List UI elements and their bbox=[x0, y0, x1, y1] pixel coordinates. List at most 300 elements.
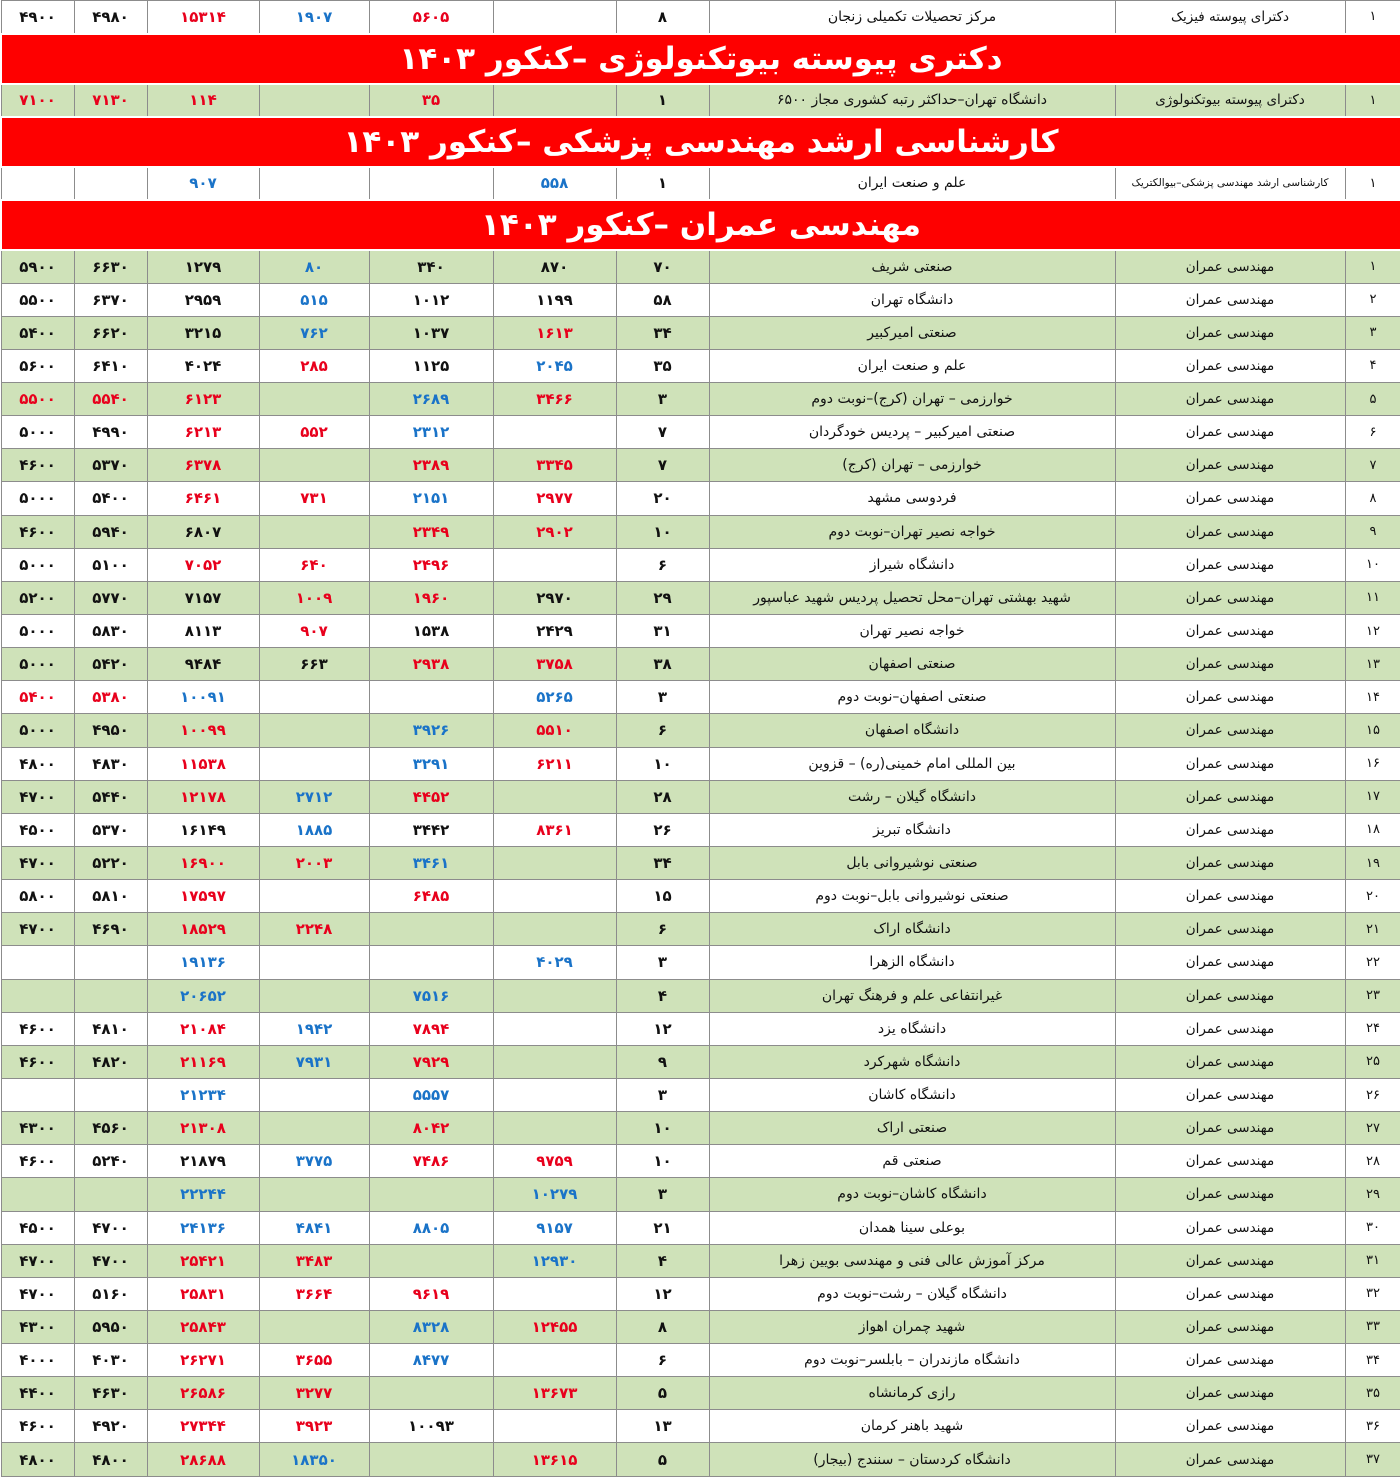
rank-value-3: ۷۶۲ bbox=[259, 316, 369, 349]
rank-value-6: ۴۶۰۰ bbox=[1, 1045, 74, 1078]
major-name: مهندسی عمران bbox=[1115, 1443, 1345, 1476]
university-name: دانشگاه تبریز bbox=[709, 813, 1115, 846]
table-row bbox=[1, 1145, 1400, 1178]
university-name: خوارزمی – تهران (کرج)–نوبت دوم bbox=[709, 382, 1115, 415]
rank-value-1: ۸۷۰ bbox=[493, 250, 616, 283]
rank-value-1 bbox=[493, 880, 616, 913]
rank-value-6: ۴۷۰۰ bbox=[1, 846, 74, 879]
major-name: مهندسی عمران bbox=[1115, 283, 1345, 316]
rank-value-2: ۸۰۴۲ bbox=[369, 1112, 493, 1145]
rank-value-1 bbox=[493, 1078, 616, 1111]
major-name: مهندسی عمران bbox=[1115, 714, 1345, 747]
capacity-value: ۵ bbox=[616, 1443, 709, 1476]
rank-value-1 bbox=[493, 548, 616, 581]
rank-value-5: ۵۳۷۰ bbox=[74, 813, 147, 846]
rank-value-3 bbox=[259, 979, 369, 1012]
rank-value-6: ۴۷۰۰ bbox=[1, 913, 74, 946]
major-name: مهندسی عمران bbox=[1115, 1211, 1345, 1244]
university-name: دانشگاه یزد bbox=[709, 1012, 1115, 1045]
rank-value-5: ۴۸۰۰ bbox=[74, 1443, 147, 1476]
rank-value-4: ۷۱۵۷ bbox=[147, 581, 259, 614]
table-row bbox=[1, 382, 1400, 415]
major-name: دکترای پیوسته بیوتکنولوژی bbox=[1115, 84, 1345, 117]
table-row bbox=[1, 416, 1400, 449]
rank-value-5: ۵۴۲۰ bbox=[74, 648, 147, 681]
rank-value-5: ۶۳۷۰ bbox=[74, 283, 147, 316]
row-index: ۱۱ bbox=[1345, 581, 1400, 614]
rank-value-4: ۸۱۱۳ bbox=[147, 614, 259, 647]
rank-value-3 bbox=[259, 1178, 369, 1211]
university-name: شهید باهنر کرمان bbox=[709, 1410, 1115, 1443]
university-name: مرکز تحصیلات تکمیلی زنجان bbox=[709, 1, 1115, 34]
rank-value-4: ۱۵۳۱۴ bbox=[147, 1, 259, 34]
rank-value-4: ۱۱۵۳۸ bbox=[147, 747, 259, 780]
rank-value-3 bbox=[259, 515, 369, 548]
university-name: شهید بهشتی تهران–محل تحصیل پردیس شهید عباسپور bbox=[709, 581, 1115, 614]
rank-value-3 bbox=[259, 1078, 369, 1111]
row-index: ۲۷ bbox=[1345, 1112, 1400, 1145]
table-row bbox=[1, 548, 1400, 581]
capacity-value: ۷ bbox=[616, 449, 709, 482]
rank-value-3: ۱۹۴۲ bbox=[259, 1012, 369, 1045]
capacity-value: ۲۶ bbox=[616, 813, 709, 846]
rank-value-2: ۱۹۶۰ bbox=[369, 581, 493, 614]
university-name: صنعتی نوشیروانی بابل bbox=[709, 846, 1115, 879]
table-row bbox=[1, 1310, 1400, 1343]
rank-value-5 bbox=[74, 167, 147, 200]
rank-value-1: ۲۹۷۰ bbox=[493, 581, 616, 614]
rank-value-3: ۲۷۱۲ bbox=[259, 780, 369, 813]
table-row bbox=[1, 316, 1400, 349]
rank-value-4: ۱۶۹۰۰ bbox=[147, 846, 259, 879]
major-name: مهندسی عمران bbox=[1115, 913, 1345, 946]
capacity-value: ۳ bbox=[616, 1178, 709, 1211]
rank-value-2: ۸۸۰۵ bbox=[369, 1211, 493, 1244]
rank-value-4: ۱۰۰۹۹ bbox=[147, 714, 259, 747]
university-name: دانشگاه شیراز bbox=[709, 548, 1115, 581]
rank-value-2: ۸۳۲۸ bbox=[369, 1310, 493, 1343]
rank-value-6 bbox=[1, 167, 74, 200]
rank-value-1: ۶۲۱۱ bbox=[493, 747, 616, 780]
university-name: صنعتی اصفهان bbox=[709, 648, 1115, 681]
rank-value-1: ۲۹۰۲ bbox=[493, 515, 616, 548]
rank-value-2: ۵۶۰۵ bbox=[369, 1, 493, 34]
rank-value-1: ۹۷۵۹ bbox=[493, 1145, 616, 1178]
rank-value-1 bbox=[493, 1, 616, 34]
rank-value-6: ۴۷۰۰ bbox=[1, 1244, 74, 1277]
rank-value-2: ۱۱۲۵ bbox=[369, 349, 493, 382]
table-row bbox=[1, 1277, 1400, 1310]
table-row bbox=[1, 714, 1400, 747]
rank-value-2: ۳۵ bbox=[369, 84, 493, 117]
rank-value-3: ۱۸۸۵ bbox=[259, 813, 369, 846]
major-name: مهندسی عمران bbox=[1115, 349, 1345, 382]
rank-value-2 bbox=[369, 1443, 493, 1476]
table-row bbox=[1, 581, 1400, 614]
rank-value-1: ۱۶۱۳ bbox=[493, 316, 616, 349]
table-row bbox=[1, 250, 1400, 283]
rank-value-5: ۵۳۷۰ bbox=[74, 449, 147, 482]
table-row bbox=[1, 1078, 1400, 1111]
capacity-value: ۳۴ bbox=[616, 316, 709, 349]
rank-value-4: ۱۲۷۹ bbox=[147, 250, 259, 283]
rank-value-3: ۱۸۳۵۰ bbox=[259, 1443, 369, 1476]
rank-value-5: ۴۶۳۰ bbox=[74, 1377, 147, 1410]
row-index: ۲۵ bbox=[1345, 1045, 1400, 1078]
rank-value-5: ۵۸۳۰ bbox=[74, 614, 147, 647]
rank-value-1 bbox=[493, 913, 616, 946]
rank-value-6: ۵۶۰۰ bbox=[1, 349, 74, 382]
rank-value-4: ۲۵۸۴۳ bbox=[147, 1310, 259, 1343]
table-row bbox=[1, 780, 1400, 813]
rank-value-1: ۴۰۲۹ bbox=[493, 946, 616, 979]
university-name: دانشگاه گیلان – رشت bbox=[709, 780, 1115, 813]
table-row bbox=[1, 167, 1400, 200]
row-index: ۳۲ bbox=[1345, 1277, 1400, 1310]
rank-value-2 bbox=[369, 681, 493, 714]
university-name: دانشگاه اراک bbox=[709, 913, 1115, 946]
rank-value-2: ۹۶۱۹ bbox=[369, 1277, 493, 1310]
table-row bbox=[1, 913, 1400, 946]
capacity-value: ۵۸ bbox=[616, 283, 709, 316]
section-title: مهندسی عمران –کنکور ۱۴۰۳ bbox=[1, 200, 1400, 250]
capacity-value: ۳۸ bbox=[616, 648, 709, 681]
rank-value-6: ۵۲۰۰ bbox=[1, 581, 74, 614]
university-name: دانشگاه اصفهان bbox=[709, 714, 1115, 747]
capacity-value: ۲۰ bbox=[616, 482, 709, 515]
capacity-value: ۱۲ bbox=[616, 1277, 709, 1310]
row-index: ۶ bbox=[1345, 416, 1400, 449]
university-name: شهید چمران اهواز bbox=[709, 1310, 1115, 1343]
table-row bbox=[1, 1211, 1400, 1244]
major-name: مهندسی عمران bbox=[1115, 1178, 1345, 1211]
rank-value-1 bbox=[493, 846, 616, 879]
rank-value-6: ۴۶۰۰ bbox=[1, 1145, 74, 1178]
table-row bbox=[1, 681, 1400, 714]
row-index: ۱ bbox=[1345, 84, 1400, 117]
rank-value-5 bbox=[74, 1178, 147, 1211]
capacity-value: ۱۲ bbox=[616, 1012, 709, 1045]
capacity-value: ۳ bbox=[616, 1078, 709, 1111]
rank-value-1 bbox=[493, 979, 616, 1012]
rank-value-2: ۷۵۱۶ bbox=[369, 979, 493, 1012]
rank-value-6: ۴۴۰۰ bbox=[1, 1377, 74, 1410]
rank-value-2 bbox=[369, 1178, 493, 1211]
row-index: ۱۶ bbox=[1345, 747, 1400, 780]
major-name: دکترای پیوسته فیزیک bbox=[1115, 1, 1345, 34]
rank-value-3: ۶۶۳ bbox=[259, 648, 369, 681]
rank-value-6: ۴۷۰۰ bbox=[1, 1277, 74, 1310]
rank-value-1: ۸۳۶۱ bbox=[493, 813, 616, 846]
rank-value-4: ۷۰۵۲ bbox=[147, 548, 259, 581]
rank-value-2: ۳۲۹۱ bbox=[369, 747, 493, 780]
row-index: ۷ bbox=[1345, 449, 1400, 482]
rank-value-5: ۴۸۱۰ bbox=[74, 1012, 147, 1045]
rank-value-5: ۵۴۰۰ bbox=[74, 482, 147, 515]
rank-value-5: ۵۴۴۰ bbox=[74, 780, 147, 813]
rank-value-2: ۷۸۹۴ bbox=[369, 1012, 493, 1045]
rank-value-6 bbox=[1, 946, 74, 979]
rank-value-2: ۷۴۸۶ bbox=[369, 1145, 493, 1178]
capacity-value: ۳ bbox=[616, 681, 709, 714]
row-index: ۱۹ bbox=[1345, 846, 1400, 879]
rank-value-6: ۴۶۰۰ bbox=[1, 1410, 74, 1443]
university-name: دانشگاه الزهرا bbox=[709, 946, 1115, 979]
rank-value-2: ۲۳۱۲ bbox=[369, 416, 493, 449]
rank-value-2: ۳۴۰ bbox=[369, 250, 493, 283]
major-name: مهندسی عمران bbox=[1115, 780, 1345, 813]
university-name: خواجه نصیر تهران bbox=[709, 614, 1115, 647]
row-index: ۹ bbox=[1345, 515, 1400, 548]
rank-value-6: ۴۵۰۰ bbox=[1, 1211, 74, 1244]
rank-value-5: ۵۵۴۰ bbox=[74, 382, 147, 415]
major-name: مهندسی عمران bbox=[1115, 1145, 1345, 1178]
section-title: دکتری پیوسته بیوتکنولوژی –کنکور ۱۴۰۳ bbox=[1, 34, 1400, 84]
row-index: ۱۲ bbox=[1345, 614, 1400, 647]
rank-value-2 bbox=[369, 913, 493, 946]
major-name: مهندسی عمران bbox=[1115, 648, 1345, 681]
rank-value-3: ۲۸۵ bbox=[259, 349, 369, 382]
rank-value-4: ۱۱۴ bbox=[147, 84, 259, 117]
major-name: مهندسی عمران bbox=[1115, 1277, 1345, 1310]
major-name: مهندسی عمران bbox=[1115, 382, 1345, 415]
rank-value-2: ۵۵۵۷ bbox=[369, 1078, 493, 1111]
table-row bbox=[1, 449, 1400, 482]
capacity-value: ۶ bbox=[616, 913, 709, 946]
university-name: خوارزمی – تهران (کرج) bbox=[709, 449, 1115, 482]
rank-value-5: ۵۲۴۰ bbox=[74, 1145, 147, 1178]
major-name: کارشناسی ارشد مهندسی پزشکی–بیوالکتریک bbox=[1115, 167, 1345, 200]
major-name: مهندسی عمران bbox=[1115, 1310, 1345, 1343]
rank-value-3: ۳۷۷۵ bbox=[259, 1145, 369, 1178]
capacity-value: ۲۸ bbox=[616, 780, 709, 813]
row-index: ۳۴ bbox=[1345, 1344, 1400, 1377]
row-index: ۳۳ bbox=[1345, 1310, 1400, 1343]
university-name: دانشگاه کاشان bbox=[709, 1078, 1115, 1111]
capacity-value: ۴ bbox=[616, 979, 709, 1012]
rank-value-2: ۲۳۴۹ bbox=[369, 515, 493, 548]
rank-value-6: ۴۶۰۰ bbox=[1, 1012, 74, 1045]
table-row bbox=[1, 1244, 1400, 1277]
capacity-value: ۲۱ bbox=[616, 1211, 709, 1244]
table-row bbox=[1, 84, 1400, 117]
row-index: ۳۰ bbox=[1345, 1211, 1400, 1244]
major-name: مهندسی عمران bbox=[1115, 979, 1345, 1012]
capacity-value: ۶ bbox=[616, 714, 709, 747]
rank-value-6: ۵۴۰۰ bbox=[1, 681, 74, 714]
rank-value-5: ۶۶۲۰ bbox=[74, 316, 147, 349]
row-index: ۱۵ bbox=[1345, 714, 1400, 747]
rank-value-1 bbox=[493, 1012, 616, 1045]
university-name: مرکز آموزش عالی فنی و مهندسی بویین زهرا bbox=[709, 1244, 1115, 1277]
rank-value-4: ۲۲۲۴۴ bbox=[147, 1178, 259, 1211]
table-row bbox=[1, 1178, 1400, 1211]
major-name: مهندسی عمران bbox=[1115, 581, 1345, 614]
row-index: ۴ bbox=[1345, 349, 1400, 382]
rank-value-2: ۲۶۸۹ bbox=[369, 382, 493, 415]
major-name: مهندسی عمران bbox=[1115, 515, 1345, 548]
section-header bbox=[1, 200, 1400, 250]
rank-value-3 bbox=[259, 1112, 369, 1145]
rank-value-3: ۶۴۰ bbox=[259, 548, 369, 581]
rank-value-5: ۴۹۹۰ bbox=[74, 416, 147, 449]
rank-value-6: ۴۷۰۰ bbox=[1, 780, 74, 813]
capacity-value: ۱ bbox=[616, 167, 709, 200]
university-name: دانشگاه کاشان–نوبت دوم bbox=[709, 1178, 1115, 1211]
capacity-value: ۱۵ bbox=[616, 880, 709, 913]
table-row bbox=[1, 648, 1400, 681]
rank-value-5: ۶۶۳۰ bbox=[74, 250, 147, 283]
rank-value-1 bbox=[493, 1277, 616, 1310]
rank-value-3: ۲۰۰۳ bbox=[259, 846, 369, 879]
rank-value-4: ۲۴۱۳۶ bbox=[147, 1211, 259, 1244]
rank-value-4: ۳۲۱۵ bbox=[147, 316, 259, 349]
rank-value-5: ۵۳۸۰ bbox=[74, 681, 147, 714]
university-name: دانشگاه تهران–حداکثر رتبه کشوری مجاز ۶۵۰۰ bbox=[709, 84, 1115, 117]
table-row bbox=[1, 482, 1400, 515]
rank-value-1 bbox=[493, 1410, 616, 1443]
rank-value-4: ۱۶۱۴۹ bbox=[147, 813, 259, 846]
rank-value-4: ۲۱۳۰۸ bbox=[147, 1112, 259, 1145]
row-index: ۱ bbox=[1345, 1, 1400, 34]
row-index: ۳۷ bbox=[1345, 1443, 1400, 1476]
rank-value-4: ۲۵۸۳۱ bbox=[147, 1277, 259, 1310]
rank-value-5: ۵۹۴۰ bbox=[74, 515, 147, 548]
rank-value-1: ۳۷۵۸ bbox=[493, 648, 616, 681]
row-index: ۱۰ bbox=[1345, 548, 1400, 581]
row-index: ۳۶ bbox=[1345, 1410, 1400, 1443]
rank-value-2 bbox=[369, 1244, 493, 1277]
row-index: ۱۳ bbox=[1345, 648, 1400, 681]
table-row bbox=[1, 747, 1400, 780]
rank-value-3: ۲۲۴۸ bbox=[259, 913, 369, 946]
rank-value-4: ۲۹۵۹ bbox=[147, 283, 259, 316]
rank-value-5: ۴۹۵۰ bbox=[74, 714, 147, 747]
rank-value-3: ۱۹۰۷ bbox=[259, 1, 369, 34]
rank-value-6: ۵۵۰۰ bbox=[1, 283, 74, 316]
rank-value-3: ۷۳۱ bbox=[259, 482, 369, 515]
rank-value-1: ۲۴۲۹ bbox=[493, 614, 616, 647]
major-name: مهندسی عمران bbox=[1115, 482, 1345, 515]
university-name: صنعتی اصفهان–نوبت دوم bbox=[709, 681, 1115, 714]
university-name: صنعتی امیرکبیر bbox=[709, 316, 1115, 349]
rank-value-5: ۵۱۶۰ bbox=[74, 1277, 147, 1310]
major-name: مهندسی عمران bbox=[1115, 1112, 1345, 1145]
capacity-value: ۶ bbox=[616, 1344, 709, 1377]
major-name: مهندسی عمران bbox=[1115, 1344, 1345, 1377]
capacity-value: ۳۱ bbox=[616, 614, 709, 647]
rank-value-1: ۳۴۶۶ bbox=[493, 382, 616, 415]
rank-value-1 bbox=[493, 780, 616, 813]
rank-value-1: ۵۵۸ bbox=[493, 167, 616, 200]
row-index: ۲۶ bbox=[1345, 1078, 1400, 1111]
rank-value-1: ۵۵۱۰ bbox=[493, 714, 616, 747]
rank-value-2 bbox=[369, 946, 493, 979]
rank-value-6: ۵۰۰۰ bbox=[1, 714, 74, 747]
capacity-value: ۳۴ bbox=[616, 846, 709, 879]
rank-value-5: ۴۹۸۰ bbox=[74, 1, 147, 34]
major-name: مهندسی عمران bbox=[1115, 449, 1345, 482]
section-title: کارشناسی ارشد مهندسی پزشکی –کنکور ۱۴۰۳ bbox=[1, 117, 1400, 167]
rank-value-1 bbox=[493, 1112, 616, 1145]
rank-value-1 bbox=[493, 1045, 616, 1078]
table-row bbox=[1, 1344, 1400, 1377]
university-name: بوعلی سینا همدان bbox=[709, 1211, 1115, 1244]
rank-value-4: ۱۲۱۷۸ bbox=[147, 780, 259, 813]
rank-value-5: ۴۷۰۰ bbox=[74, 1244, 147, 1277]
rank-value-2 bbox=[369, 167, 493, 200]
rank-value-6: ۴۶۰۰ bbox=[1, 449, 74, 482]
capacity-value: ۸ bbox=[616, 1310, 709, 1343]
table-row bbox=[1, 880, 1400, 913]
rank-value-6: ۵۹۰۰ bbox=[1, 250, 74, 283]
university-name: دانشگاه گیلان – رشت–نوبت دوم bbox=[709, 1277, 1115, 1310]
rank-value-3: ۳۲۷۷ bbox=[259, 1377, 369, 1410]
rank-value-6: ۵۵۰۰ bbox=[1, 382, 74, 415]
rank-value-2: ۳۴۴۲ bbox=[369, 813, 493, 846]
rank-value-5: ۵۷۷۰ bbox=[74, 581, 147, 614]
rank-value-2 bbox=[369, 1377, 493, 1410]
row-index: ۲۴ bbox=[1345, 1012, 1400, 1045]
capacity-value: ۳۵ bbox=[616, 349, 709, 382]
rank-value-3 bbox=[259, 167, 369, 200]
rank-value-3 bbox=[259, 1310, 369, 1343]
capacity-value: ۱۰ bbox=[616, 1112, 709, 1145]
capacity-value: ۵ bbox=[616, 1377, 709, 1410]
rank-value-2: ۴۴۵۲ bbox=[369, 780, 493, 813]
rank-value-5 bbox=[74, 1078, 147, 1111]
rank-value-4: ۶۲۱۳ bbox=[147, 416, 259, 449]
rank-value-2: ۱۰۳۷ bbox=[369, 316, 493, 349]
rank-value-5: ۴۸۳۰ bbox=[74, 747, 147, 780]
table-row bbox=[1, 283, 1400, 316]
capacity-value: ۱۰ bbox=[616, 747, 709, 780]
rank-value-5 bbox=[74, 946, 147, 979]
rank-value-5: ۵۹۵۰ bbox=[74, 1310, 147, 1343]
major-name: مهندسی عمران bbox=[1115, 1244, 1345, 1277]
rank-value-5 bbox=[74, 979, 147, 1012]
rank-value-2: ۲۳۸۹ bbox=[369, 449, 493, 482]
rank-value-4: ۲۶۵۸۶ bbox=[147, 1377, 259, 1410]
rank-value-6 bbox=[1, 979, 74, 1012]
rank-value-6 bbox=[1, 1178, 74, 1211]
university-name: دانشگاه تهران bbox=[709, 283, 1115, 316]
rank-value-4: ۲۶۲۷۱ bbox=[147, 1344, 259, 1377]
rank-value-3 bbox=[259, 946, 369, 979]
capacity-value: ۹ bbox=[616, 1045, 709, 1078]
rank-value-3: ۳۶۵۵ bbox=[259, 1344, 369, 1377]
table-row bbox=[1, 1377, 1400, 1410]
rank-value-3 bbox=[259, 382, 369, 415]
major-name: مهندسی عمران bbox=[1115, 1410, 1345, 1443]
rank-value-3 bbox=[259, 747, 369, 780]
rank-value-3 bbox=[259, 681, 369, 714]
table-row bbox=[1, 349, 1400, 382]
rank-value-1: ۳۳۴۵ bbox=[493, 449, 616, 482]
rank-value-6: ۵۰۰۰ bbox=[1, 614, 74, 647]
section-header bbox=[1, 34, 1400, 84]
rank-value-6: ۴۶۰۰ bbox=[1, 515, 74, 548]
rank-value-6: ۴۸۰۰ bbox=[1, 1443, 74, 1476]
rank-value-5: ۵۱۰۰ bbox=[74, 548, 147, 581]
table-row bbox=[1, 813, 1400, 846]
table-body bbox=[1, 1, 1400, 1477]
rank-value-3: ۹۰۷ bbox=[259, 614, 369, 647]
rank-value-4: ۹۴۸۴ bbox=[147, 648, 259, 681]
major-name: مهندسی عمران bbox=[1115, 747, 1345, 780]
university-name: غیرانتفاعی علم و فرهنگ تهران bbox=[709, 979, 1115, 1012]
rank-value-6: ۵۰۰۰ bbox=[1, 482, 74, 515]
